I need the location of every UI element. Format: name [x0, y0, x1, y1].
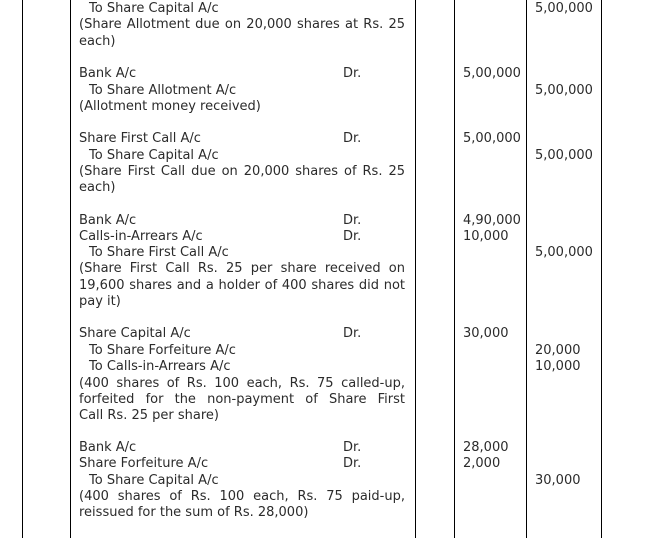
narration-line: each) [79, 34, 116, 49]
credit-amount: 20,000 [535, 343, 581, 358]
debit-amount: 2,000 [463, 456, 501, 471]
debit-amount: 28,000 [463, 440, 509, 455]
debit-account-line: Calls-in-Arrears A/c [79, 229, 203, 244]
narration-line: pay it) [79, 294, 121, 309]
dr-marker: Dr. [343, 66, 362, 81]
narration-line: 19,600 shares and a holder of 400 shares did not [79, 278, 405, 293]
credit-account-line: To Share Allotment A/c [89, 83, 237, 98]
narration-line: (400 shares of Rs. 100 each, Rs. 75 called-up, [79, 376, 405, 391]
credit-account-line: To Share First Call A/c [89, 245, 229, 260]
dr-marker: Dr. [343, 440, 362, 455]
narration-line: (Allotment money received) [79, 99, 261, 114]
narration-line: (Share First Call Rs. 25 per share received on [79, 261, 405, 276]
narration-line: Call Rs. 25 per share) [79, 408, 219, 423]
debit-amount: 5,00,000 [463, 131, 521, 146]
debit-account-line: Share First Call A/c [79, 131, 201, 146]
dr-marker: Dr. [343, 131, 362, 146]
debit-account-line: Share Capital A/c [79, 326, 191, 341]
dr-marker: Dr. [343, 326, 362, 341]
debit-amount: 10,000 [463, 229, 509, 244]
credit-account-line: To Share Capital A/c [89, 1, 219, 16]
dr-marker: Dr. [343, 229, 362, 244]
credit-amount: 5,00,000 [535, 148, 593, 163]
credit-account-line: To Calls-in-Arrears A/c [89, 359, 231, 374]
narration-line: (Share First Call due on 20,000 shares of Rs. 25 [79, 164, 405, 179]
column-rule-lf [415, 0, 416, 538]
debit-account-line: Bank A/c [79, 213, 137, 228]
credit-amount: 5,00,000 [535, 1, 593, 16]
credit-account-line: To Share Capital A/c [89, 473, 219, 488]
credit-amount: 30,000 [535, 473, 581, 488]
narration-line: each) [79, 180, 116, 195]
column-rule-debit [454, 0, 455, 538]
credit-amount: 10,000 [535, 359, 581, 374]
debit-account-line: Bank A/c [79, 66, 137, 81]
narration-line: forfeited for the non-payment of Share First [79, 392, 405, 407]
column-rule-credit [526, 0, 527, 538]
debit-amount: 5,00,000 [463, 66, 521, 81]
narration-line: (400 shares of Rs. 100 each, Rs. 75 paid-up, [79, 489, 405, 504]
debit-amount: 30,000 [463, 326, 509, 341]
narration-line: (Share Allotment due on 20,000 shares at Rs. 25 [79, 17, 405, 32]
credit-account-line: To Share Forfeiture A/c [89, 343, 236, 358]
debit-amount: 4,90,000 [463, 213, 521, 228]
debit-account-line: Share Forfeiture A/c [79, 456, 209, 471]
column-rule-date [22, 0, 23, 538]
credit-amount: 5,00,000 [535, 83, 593, 98]
narration-line: reissued for the sum of Rs. 28,000) [79, 505, 309, 520]
credit-amount: 5,00,000 [535, 245, 593, 260]
column-rule-particulars [70, 0, 71, 538]
debit-account-line: Bank A/c [79, 440, 137, 455]
dr-marker: Dr. [343, 213, 362, 228]
dr-marker: Dr. [343, 456, 362, 471]
credit-account-line: To Share Capital A/c [89, 148, 219, 163]
column-rule-end [601, 0, 602, 538]
